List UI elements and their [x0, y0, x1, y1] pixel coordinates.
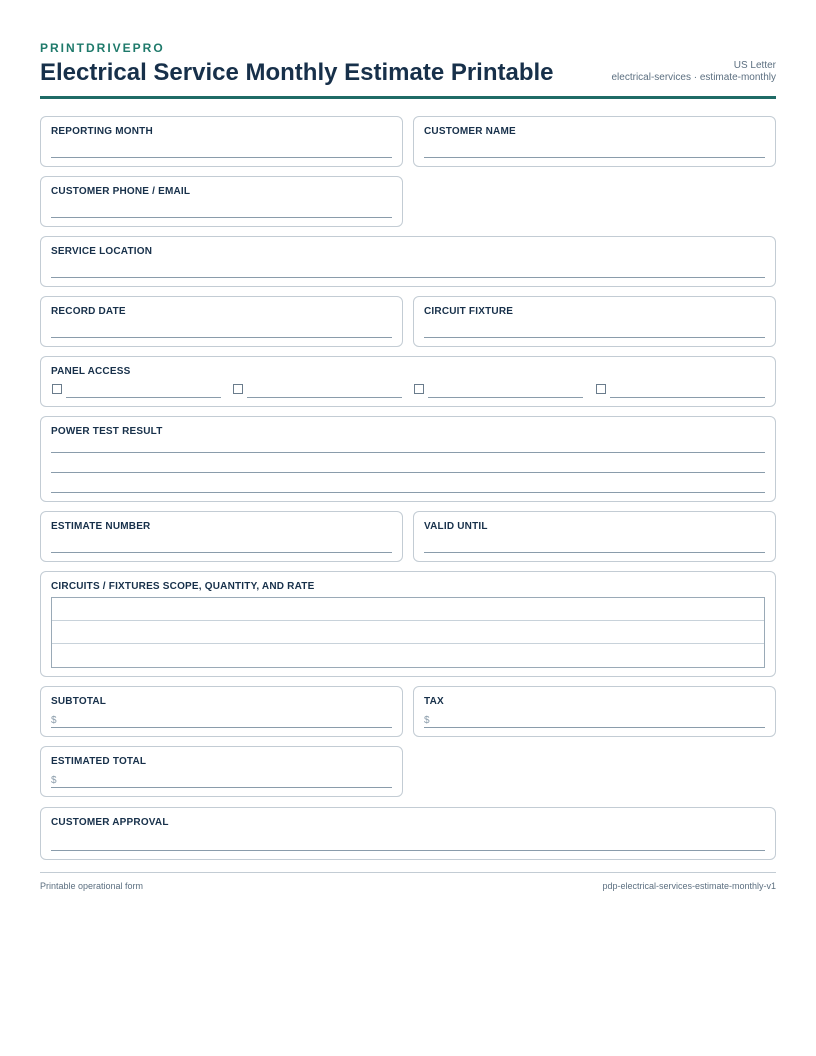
circuit-fixture-line[interactable] — [424, 337, 765, 338]
scope-table-label: CIRCUITS / FIXTURES SCOPE, QUANTITY, AND RATE — [51, 581, 315, 592]
record-date-label: RECORD DATE — [51, 306, 126, 317]
valid-until-field[interactable] — [413, 511, 776, 562]
power-test-line-2[interactable] — [51, 472, 765, 473]
panel-access-checkbox-2[interactable] — [233, 384, 243, 394]
estimated-total-currency: $ — [51, 775, 57, 786]
reporting-month-label: REPORTING MONTH — [51, 126, 153, 137]
estimated-total-label: ESTIMATED TOTAL — [51, 756, 147, 767]
customer-name-line[interactable] — [424, 157, 765, 158]
panel-access-field — [40, 356, 776, 407]
tax-label: TAX — [424, 696, 444, 707]
table-row[interactable] — [52, 621, 764, 644]
panel-access-checkbox-3[interactable] — [414, 384, 424, 394]
tax-currency: $ — [424, 715, 430, 726]
panel-access-option-line-3[interactable] — [428, 397, 583, 398]
estimated-total-line[interactable] — [51, 787, 392, 788]
paper-size: US Letter — [733, 60, 776, 71]
power-test-result-field[interactable] — [40, 416, 776, 502]
page-title: Electrical Service Monthly Estimate Printable — [40, 59, 554, 86]
estimate-number-label: ESTIMATE NUMBER — [51, 521, 151, 532]
customer-approval-field[interactable] — [40, 807, 776, 860]
customer-approval-label: CUSTOMER APPROVAL — [51, 817, 169, 828]
tax-field[interactable] — [413, 686, 776, 737]
customer-contact-line[interactable] — [51, 217, 392, 218]
service-location-field[interactable] — [40, 236, 776, 287]
scope-table — [51, 597, 765, 668]
service-location-label: SERVICE LOCATION — [51, 246, 153, 257]
record-date-field[interactable] — [40, 296, 403, 347]
record-date-line[interactable] — [51, 337, 392, 338]
subtotal-label: SUBTOTAL — [51, 696, 107, 707]
valid-until-line[interactable] — [424, 552, 765, 553]
footer-form-id: pdp-electrical-services-estimate-monthly-v1 — [602, 881, 776, 891]
panel-access-option-line-2[interactable] — [247, 397, 402, 398]
customer-name-field[interactable] — [413, 116, 776, 167]
document-tags: electrical-services · estimate-monthly — [611, 72, 776, 83]
customer-approval-line[interactable] — [51, 850, 765, 851]
customer-contact-label: CUSTOMER PHONE / EMAIL — [51, 186, 191, 197]
panel-access-label: PANEL ACCESS — [51, 366, 131, 377]
panel-access-option-line-1[interactable] — [66, 397, 221, 398]
table-row[interactable] — [52, 598, 764, 621]
estimated-total-field[interactable] — [40, 746, 403, 797]
customer-name-label: CUSTOMER NAME — [424, 126, 516, 137]
footer-left-text: Printable operational form — [40, 881, 144, 891]
power-test-line-1[interactable] — [51, 452, 765, 453]
footer-rule — [40, 872, 776, 873]
reporting-month-field[interactable] — [40, 116, 403, 167]
estimate-number-field[interactable] — [40, 511, 403, 562]
panel-access-checkbox-4[interactable] — [596, 384, 606, 394]
scope-table-field — [40, 571, 776, 677]
estimate-number-line[interactable] — [51, 552, 392, 553]
circuit-fixture-field[interactable] — [413, 296, 776, 347]
power-test-result-label: POWER TEST RESULT — [51, 426, 163, 437]
table-row[interactable] — [52, 644, 764, 667]
reporting-month-line[interactable] — [51, 157, 392, 158]
header-rule — [40, 96, 776, 99]
subtotal-field[interactable] — [40, 686, 403, 737]
tax-line[interactable] — [424, 727, 765, 728]
service-location-line[interactable] — [51, 277, 765, 278]
valid-until-label: VALID UNTIL — [424, 521, 488, 532]
customer-contact-field[interactable] — [40, 176, 403, 227]
brand-name: PRINTDRIVEPRO — [40, 41, 165, 55]
subtotal-line[interactable] — [51, 727, 392, 728]
document-meta — [612, 60, 777, 84]
panel-access-option-line-4[interactable] — [610, 397, 765, 398]
panel-access-checkbox-1[interactable] — [52, 384, 62, 394]
power-test-line-3[interactable] — [51, 492, 765, 493]
subtotal-currency: $ — [51, 715, 57, 726]
circuit-fixture-label: CIRCUIT FIXTURE — [424, 306, 514, 317]
